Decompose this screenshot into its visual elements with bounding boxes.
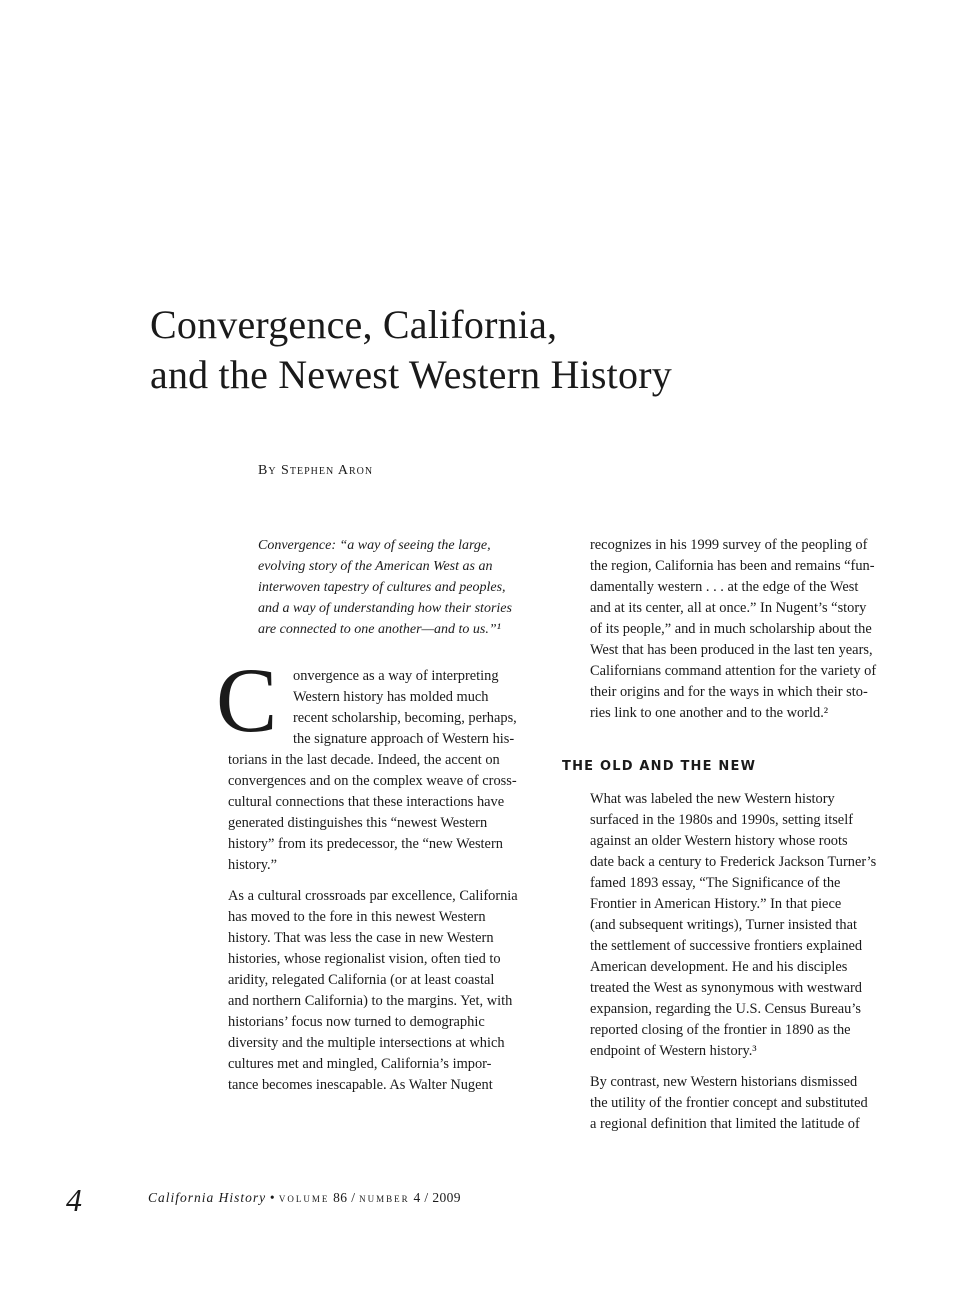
text-line: generated distinguishes this “newest Western (228, 815, 488, 831)
text-line: recent scholarship, becoming, perhaps, (293, 710, 517, 726)
text-line: diversity and the multiple intersections at which (228, 1035, 505, 1051)
text-line: onvergence as a way of interpreting (293, 668, 499, 684)
paragraph (590, 1072, 920, 1135)
text-line: the settlement of successive frontiers explained (590, 938, 863, 954)
title-line: and the Newest Western History (150, 352, 672, 397)
text-line: aridity, relegated California (or at least coastal (228, 972, 495, 988)
volume-number: 86 (333, 1190, 348, 1205)
text-line: history” from its predecessor, the “new Western (228, 836, 503, 852)
article-title (150, 300, 850, 400)
text-line: Frontier in American History.” In that piece (590, 896, 842, 912)
epigraph (258, 535, 558, 640)
section-heading: THE OLD AND THE NEW (562, 759, 757, 774)
page-number: 4 (66, 1182, 82, 1218)
text-line: cultures met and mingled, California’s impor- (228, 1056, 492, 1072)
text-line: damentally western . . . at the edge of the West (590, 579, 859, 595)
text-line: against an older Western history whose roots (590, 833, 848, 849)
text-line: torians in the last decade. Indeed, the accent on (228, 752, 500, 768)
text-line: the region, California has been and remains “fun- (590, 558, 875, 574)
text-line: Californians command attention for the variety of (590, 663, 877, 679)
text-line: By contrast, new Western historians dismissed (590, 1074, 858, 1090)
number-label: number (359, 1190, 410, 1205)
running-footer (148, 1190, 461, 1206)
epigraph-line: are connected to one another—and to us.”¹ (258, 622, 501, 637)
journal-title: California History (148, 1190, 267, 1205)
text-line: and northern California) to the margins. Yet, with (228, 993, 513, 1009)
text-line: famed 1893 essay, “The Significance of the (590, 875, 841, 891)
issue-number: 4 (413, 1190, 421, 1205)
text-line: tance becomes inescapable. As Walter Nugent (228, 1077, 493, 1093)
text-line: the utility of the frontier concept and substituted (590, 1095, 868, 1111)
text-line: history.” (228, 857, 278, 873)
text-line: American development. He and his disciples (590, 959, 848, 975)
footer-separator: / (424, 1190, 429, 1205)
paragraph (228, 886, 548, 1096)
paragraph (590, 535, 910, 724)
footer-separator: / (351, 1190, 356, 1205)
text-line: a regional definition that limited the latitude of (590, 1116, 860, 1132)
text-line: What was labeled the new Western history (590, 791, 835, 807)
text-line: their origins and for the ways in which their sto- (590, 684, 868, 700)
text-line: of its people,” and in much scholarship about the (590, 621, 872, 637)
volume-label: volume (278, 1190, 330, 1205)
text-line: date back a century to Frederick Jackson Turner’s (590, 854, 877, 870)
text-line: As a cultural crossroads par excellence, California (228, 888, 518, 904)
text-line: surfaced in the 1980s and 1990s, setting itself (590, 812, 853, 828)
right-column-bottom (590, 789, 920, 1145)
epigraph-line: evolving story of the American West as an (258, 559, 493, 574)
title-line: Convergence, California, (150, 302, 558, 347)
text-line: recognizes in his 1999 survey of the peopling of (590, 537, 868, 553)
text-line: (and subsequent writings), Turner insisted that (590, 917, 858, 933)
paragraph (590, 789, 920, 1062)
epigraph-line: interwoven tapestry of cultures and peoples, (258, 580, 506, 595)
text-line: ries link to one another and to the world.² (590, 705, 829, 721)
left-column (228, 666, 548, 1106)
text-line: West that has been produced in the last ten years, (590, 642, 873, 658)
epigraph-line: Convergence: “a way of seeing the large, (258, 538, 491, 553)
text-line: cultural connections that these interactions have (228, 794, 505, 810)
text-line: the signature approach of Western his- (293, 731, 515, 747)
text-line: Western history has molded much (293, 689, 489, 705)
byline: By Stephen Aron (258, 463, 374, 478)
paragraph (228, 666, 548, 876)
text-line: historians’ focus now turned to demographic (228, 1014, 485, 1030)
footer-year: 2009 (432, 1190, 461, 1205)
text-line: convergences and on the complex weave of cross- (228, 773, 517, 789)
drop-cap: C (216, 649, 278, 751)
text-line: has moved to the fore in this newest Western (228, 909, 486, 925)
text-line: history. That was less the case in new Western (228, 930, 494, 946)
epigraph-line: and a way of understanding how their stories (258, 601, 512, 616)
text-line: treated the West as synonymous with westward (590, 980, 862, 996)
text-line: and at its center, all at once.” In Nugent’s “story (590, 600, 867, 616)
right-column-top (590, 535, 910, 734)
text-line: endpoint of Western history.³ (590, 1043, 757, 1059)
text-line: reported closing of the frontier in 1890 as the (590, 1022, 851, 1038)
text-line: histories, whose regionalist vision, often tied to (228, 951, 501, 967)
text-line: expansion, regarding the U.S. Census Bureau’s (590, 1001, 861, 1017)
footer-bullet: • (269, 1190, 276, 1205)
